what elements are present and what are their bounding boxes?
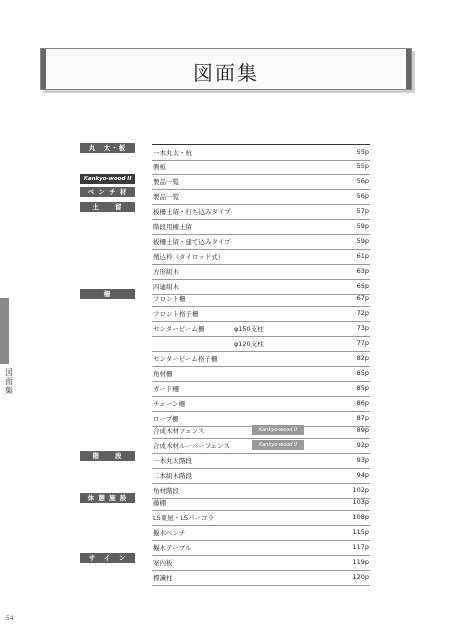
toc-row[interactable]: センタービーム格子柵 82p	[152, 351, 370, 367]
toc-row[interactable]: 角材柵 85p	[152, 366, 370, 382]
category-dodome: 土 留	[80, 202, 135, 212]
kankyo-wood-badge: Kankyo-wood II	[252, 425, 304, 435]
category-kyukei: 休 憩 施 設	[80, 493, 135, 503]
toc-row[interactable]: フロント柵 67p	[152, 291, 370, 307]
toc-row[interactable]: 擬木テーブル 117p	[152, 540, 370, 556]
category-kankyo-wood: Kankyo-wood II	[80, 174, 135, 184]
toc-row[interactable]: 標識柱 120p	[152, 570, 370, 586]
toc-row[interactable]: 板柵土留・建て込みタイプ 59p	[152, 234, 370, 250]
toc-row[interactable]: 四連組木 65p	[152, 279, 370, 295]
toc-row[interactable]: 殖込枠（タイロッド式） 61p	[152, 249, 370, 265]
toc-row[interactable]: 階段用擁土留 59p	[152, 219, 370, 235]
toc-row[interactable]: φ120支柱 77p	[152, 336, 370, 352]
category-saku: 柵	[80, 289, 135, 299]
toc-row[interactable]: ロープ柵 87p	[152, 411, 370, 427]
toc-row[interactable]: 藤棚 103p	[152, 495, 370, 511]
toc-row[interactable]: 一本丸太階段 93p	[152, 453, 370, 469]
toc-row[interactable]: ガード柵 85p	[152, 381, 370, 397]
toc-row[interactable]: 合成木材フェンス Kankyo-wood II 89p	[152, 423, 370, 439]
category-bench: ベ ン チ 材	[80, 187, 135, 197]
toc-row[interactable]: 板柵土留・打ち込みタイプ 57p	[152, 204, 370, 220]
category-sign: サ イ ン	[80, 553, 135, 563]
toc-row[interactable]: 方形組木 63p	[152, 264, 370, 280]
toc-row[interactable]: フロント格子柵 72p	[152, 306, 370, 322]
page-title: 図面集	[193, 61, 259, 85]
title-bar-right	[406, 49, 411, 89]
page-number: 54	[6, 615, 14, 622]
toc-row[interactable]: 擬木ベンチ 115p	[152, 525, 370, 541]
toc-row[interactable]: チェーン柵 86p	[152, 396, 370, 412]
category-maruta: 丸 太・板	[80, 143, 135, 153]
toc-row[interactable]: 一本丸太・杭 55p	[152, 144, 370, 161]
toc-row[interactable]: 角材階段 102p	[152, 483, 370, 499]
toc-row[interactable]: LS東屋・LSパーゴラ 108p	[152, 510, 370, 526]
toc-row[interactable]: 製品一覧 56p	[152, 174, 370, 190]
side-index-label: 図面集	[5, 368, 13, 395]
toc-row[interactable]: 側板 55p	[152, 159, 370, 175]
toc-row[interactable]: 二本組木階段 94p	[152, 468, 370, 484]
category-kaidan: 階 段	[80, 451, 135, 461]
toc-row[interactable]: 製品一覧 56p	[152, 189, 370, 205]
title-box	[40, 48, 412, 90]
toc-row[interactable]: センタービーム柵 φ150支柱 73p	[152, 321, 370, 337]
kankyo-wood-badge: Kankyo-wood II	[252, 440, 304, 450]
toc-row[interactable]: 案内板 119p	[152, 555, 370, 571]
toc-row[interactable]: 合成木材ルーバーフェンス Kankyo-wood II 92p	[152, 438, 370, 454]
side-index-tab	[0, 298, 9, 364]
